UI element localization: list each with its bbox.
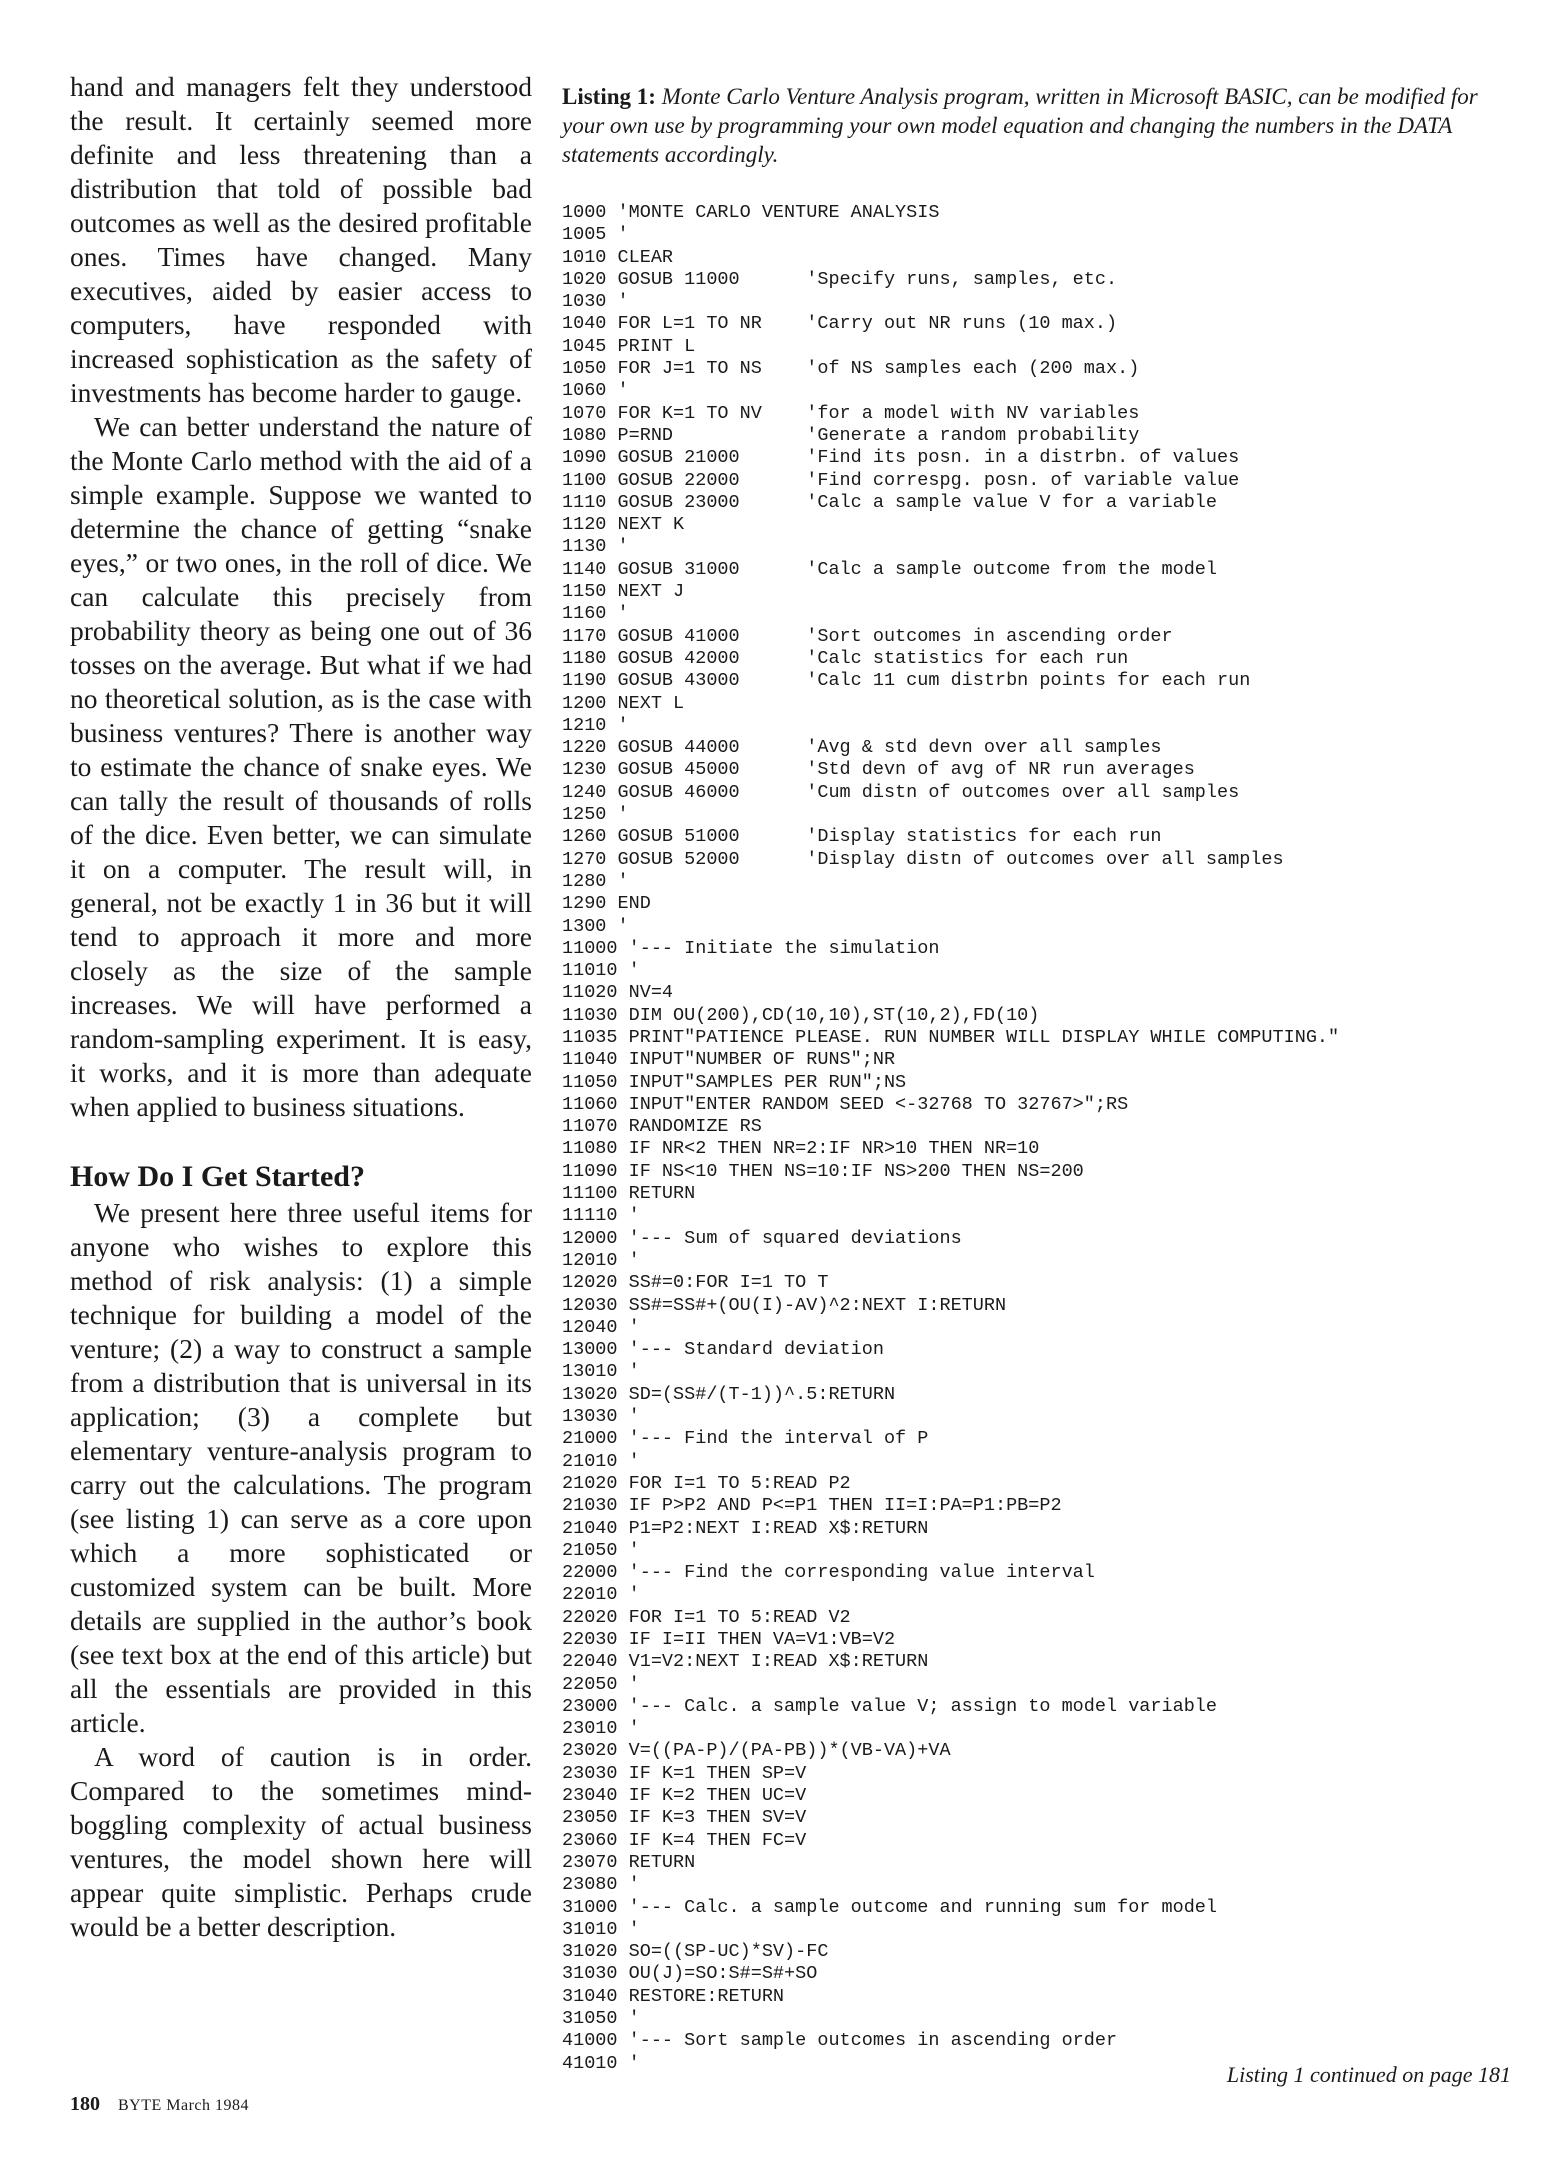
code-line: 11100 RETURN (562, 1183, 696, 1205)
code-line: 1045 PRINT L (562, 335, 696, 357)
code-line: 11035 PRINT"PATIENCE PLEASE. RUN NUMBER WILL DISPLAY WHILE COMPUTING." (562, 1026, 1340, 1048)
code-line: 21000 '--- Find the interval of P (562, 1428, 929, 1450)
code-line: 1100 GOSUB 22000 'Find correspg. posn. of variable value (562, 469, 1240, 491)
code-line: 23070 RETURN (562, 1851, 696, 1873)
code-line: 22040 V1=V2:NEXT I:READ X$:RETURN (562, 1651, 929, 1673)
code-line: 1260 GOSUB 51000 'Display statistics for each run (562, 826, 1162, 848)
code-line: 22050 ' (562, 1673, 640, 1695)
listing-caption (562, 82, 1512, 169)
code-line: 1250 ' (562, 804, 629, 826)
code-line: 1170 GOSUB 41000 'Sort outcomes in ascending order (562, 625, 1173, 647)
code-line: 21030 IF P>P2 AND P<=P1 THEN II=I:PA=P1:PB=P2 (562, 1495, 1062, 1517)
code-line: 1140 GOSUB 31000 'Calc a sample outcome from the model (562, 558, 1218, 580)
code-line: 13000 '--- Standard deviation (562, 1339, 884, 1361)
page-number: 180 (70, 2093, 100, 2115)
code-line: 1080 P=RND 'Generate a random probability (562, 424, 1140, 446)
code-line: 31000 '--- Calc. a sample outcome and running sum for model (562, 1896, 1218, 1918)
code-line: 23060 IF K=4 THEN FC=V (562, 1829, 807, 1851)
code-line: 13030 ' (562, 1406, 640, 1428)
continued-note: Listing 1 continued on page 181 (1226, 2062, 1511, 2087)
code-line: 1270 GOSUB 52000 'Display distn of outcomes over all samples (562, 848, 1284, 870)
code-line: 1210 ' (562, 714, 629, 736)
code-line: 1220 GOSUB 44000 'Avg & std devn over all samples (562, 737, 1162, 759)
code-line: 1120 NEXT K (562, 514, 685, 536)
code-line: 1070 FOR K=1 TO NV 'for a model with NV variables (562, 402, 1140, 424)
magazine-issue: BYTE March 1984 (118, 2097, 250, 2114)
code-line: 1240 GOSUB 46000 'Cum distn of outcomes over all samples (562, 781, 1240, 803)
code-line: 22020 FOR I=1 TO 5:READ V2 (562, 1606, 851, 1628)
code-line: 12030 SS#=SS#+(OU(I)-AV)^2:NEXT I:RETURN (562, 1294, 1007, 1316)
code-line: 11070 RANDOMIZE RS (562, 1116, 762, 1138)
code-line: 21050 ' (562, 1539, 640, 1561)
code-line: 11040 INPUT"NUMBER OF RUNS";NR (562, 1049, 896, 1071)
code-line: 11060 INPUT"ENTER RANDOM SEED <-32768 TO 32767>";RS (562, 1093, 1129, 1115)
code-line: 1130 ' (562, 536, 629, 558)
code-line: 31020 SO=((SP-UC)*SV)-FC (562, 1941, 829, 1963)
code-line: 12010 ' (562, 1249, 640, 1271)
code-line: 1040 FOR L=1 TO NR 'Carry out NR runs (10 max.) (562, 313, 1118, 335)
code-line: 21040 P1=P2:NEXT I:READ X$:RETURN (562, 1517, 929, 1539)
code-line: 12040 ' (562, 1316, 640, 1338)
code-line: 31050 ' (562, 2008, 640, 2030)
code-line: 1110 GOSUB 23000 'Calc a sample value V for a variable (562, 491, 1218, 513)
code-line: 1180 GOSUB 42000 'Calc statistics for each run (562, 647, 1129, 669)
code-line: 1000 'MONTE CARLO VENTURE ANALYSIS (562, 202, 940, 223)
code-line: 1200 NEXT L (562, 692, 685, 714)
code-line: 1300 ' (562, 915, 629, 937)
article-paragraph: A word of caution is in order. Compared to the sometimes mind-boggling complexity of actual business ventures, the model shown here will appear quite simplistic. Perhaps crude would be a better description. (70, 1741, 532, 1942)
code-line: 13010 ' (562, 1361, 640, 1383)
code-line: 31040 RESTORE:RETURN (562, 1985, 785, 2007)
code-line: 23000 '--- Calc. a sample value V; assign to model variable (562, 1695, 1218, 1717)
code-line: 23050 IF K=3 THEN SV=V (562, 1807, 807, 1829)
code-listing (562, 202, 1522, 2075)
code-line: 22000 '--- Find the corresponding value interval (562, 1562, 1095, 1584)
code-line: 31030 OU(J)=SO:S#=S#+SO (562, 1963, 818, 1985)
code-line: 23030 IF K=1 THEN SP=V (562, 1762, 807, 1784)
code-line: 11000 '--- Initiate the simulation (562, 937, 940, 959)
code-line: 13020 SD=(SS#/(T-1))^.5:RETURN (562, 1383, 896, 1405)
article-paragraph: We present here three useful items for anyone who wishes to explore this method of risk analysis: (1) a simple technique for building a model of the venture; (2) a way to construct a sample from a distribution that is universal in its application; (3) a complete but elementary venture-analysis program to carry out the calculations. The program (see listing 1) can serve as a core upon which a more sophisticated or customized system can be built. More details are supplied in the author’s book (see text box at the end of this article) but all the essentials are provided in this article. (70, 1197, 532, 1738)
article-paragraph: hand and managers felt they understood the result. It certainly seemed more definite and less threatening than a distribution that told of possible bad outcomes as well as the desired profitable ones. Times have changed. Many executives, aided by easier access to computers, have responded with increased sophistication as the safety of investments has become harder to gauge. (70, 71, 532, 408)
code-line: 21020 FOR I=1 TO 5:READ P2 (562, 1472, 851, 1494)
code-line: 1280 ' (562, 870, 629, 892)
code-line: 23010 ' (562, 1718, 640, 1740)
code-line: 22010 ' (562, 1584, 640, 1606)
code-line: 23040 IF K=2 THEN UC=V (562, 1785, 807, 1807)
code-line: 23080 ' (562, 1874, 640, 1896)
code-line: 11110 ' (562, 1205, 640, 1227)
code-line: 1020 GOSUB 11000 'Specify runs, samples, etc. (562, 268, 1118, 290)
code-line: 1150 NEXT J (562, 581, 685, 603)
code-line: 22030 IF I=II THEN VA=V1:VB=V2 (562, 1629, 896, 1650)
section-heading: How Do I Get Started? (70, 1160, 365, 1193)
code-line: 1060 ' (562, 380, 629, 402)
code-line: 1190 GOSUB 43000 'Calc 11 cum distrbn points for each run (562, 670, 1251, 692)
code-line: 1010 CLEAR (562, 246, 674, 268)
code-line: 11030 DIM OU(200),CD(10,10),ST(10,2),FD(10) (562, 1004, 1040, 1026)
code-line: 12020 SS#=0:FOR I=1 TO T (562, 1272, 829, 1294)
code-line: 23020 V=((PA-P)/(PA-PB))*(VB-VA)+VA (562, 1740, 951, 1762)
code-line: 1005 ' (562, 224, 629, 246)
code-line: 1050 FOR J=1 TO NS 'of NS samples each (200 max.) (562, 358, 1140, 380)
page-footer (70, 2093, 249, 2116)
code-line: 31010 ' (562, 1918, 640, 1940)
code-line: 41010 ' (562, 2052, 640, 2074)
code-line: 21010 ' (562, 1450, 640, 1472)
article-body (70, 70, 532, 1944)
code-line: 11020 NV=4 (562, 982, 674, 1004)
code-line: 11010 ' (562, 960, 640, 982)
code-line: 11090 IF NS<10 THEN NS=10:IF NS>200 THEN NS=200 (562, 1160, 1084, 1182)
code-line: 1160 ' (562, 603, 629, 625)
code-line: 1030 ' (562, 291, 629, 313)
code-line: 12000 '--- Sum of squared deviations (562, 1227, 962, 1249)
listing-caption-text: Monte Carlo Venture Analysis program, written in Microsoft BASIC, can be modified for your own use by programming your own model equation and changing the numbers in the DATA statements accordingly. (562, 84, 1478, 167)
code-line: 11080 IF NR<2 THEN NR=2:IF NR>10 THEN NR=10 (562, 1138, 1040, 1160)
article-paragraph: We can better understand the nature of the Monte Carlo method with the aid of a simple example. Suppose we wanted to determine the chance of getting “snake eyes,” or two ones, in the roll of dice. We can calculate this precisely from probability theory as being one out of 36 tosses on the average. But what if we had no theoretical solution, as is the case with business ventures? There is another way to estimate the chance of snake eyes. We can tally the result of thousands of rolls of the dice. Even better, we can simulate it on a computer. The result will, in general, not be exactly 1 in 36 but it will tend to approach it more and more closely as the size of the sample increases. We will have performed a random-sampling experiment. It is easy, it works, and it is more than adequate when applied to business situations. (70, 411, 532, 1122)
code-line: 1230 GOSUB 45000 'Std devn of avg of NR run averages (562, 759, 1195, 781)
code-line: 11050 INPUT"SAMPLES PER RUN";NS (562, 1071, 907, 1093)
code-line: 1090 GOSUB 21000 'Find its posn. in a distrbn. of values (562, 447, 1240, 469)
listing-label: Listing 1: (562, 84, 656, 109)
code-line: 41000 '--- Sort sample outcomes in ascending order (562, 2030, 1118, 2052)
code-line: 1290 END (562, 893, 651, 915)
